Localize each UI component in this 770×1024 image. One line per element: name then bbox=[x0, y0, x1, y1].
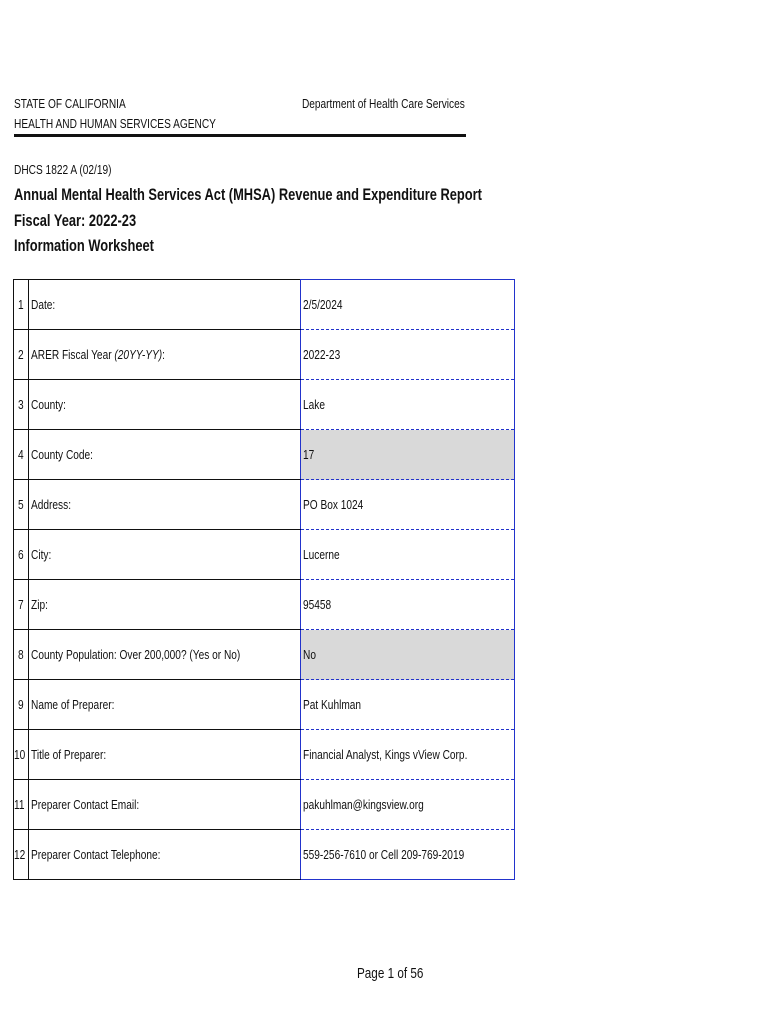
row-number: 8 bbox=[14, 630, 29, 680]
information-worksheet-table bbox=[13, 279, 515, 880]
table-row bbox=[14, 330, 515, 380]
zip-field[interactable]: 95458 bbox=[300, 580, 514, 630]
form-number: DHCS 1822 A (02/19) bbox=[14, 162, 112, 177]
preparer-name-field[interactable]: Pat Kuhlman bbox=[300, 680, 514, 730]
header-divider bbox=[14, 134, 466, 137]
row-number: 6 bbox=[14, 530, 29, 580]
format-hint: (20YY-YY) bbox=[114, 347, 163, 362]
row-label: Preparer Contact Email: bbox=[29, 780, 300, 830]
preparer-email-field[interactable]: pakuhlman@kingsview.org bbox=[300, 780, 514, 830]
fiscal-year-field[interactable]: 2022-23 bbox=[300, 330, 514, 380]
table-row bbox=[14, 530, 515, 580]
population-field: No bbox=[300, 630, 514, 680]
row-label: City: bbox=[29, 530, 300, 580]
table-row bbox=[14, 630, 515, 680]
table-row bbox=[14, 730, 515, 780]
department-header bbox=[165, 94, 465, 114]
table-row bbox=[14, 380, 515, 430]
row-label: County Code: bbox=[29, 430, 300, 480]
row-number: 1 bbox=[14, 280, 29, 330]
row-label: County: bbox=[29, 380, 300, 430]
department-name: Department of Health Care Services bbox=[302, 96, 465, 111]
county-code-field: 17 bbox=[300, 430, 514, 480]
table-row bbox=[14, 280, 515, 330]
table-row bbox=[14, 780, 515, 830]
row-label: Name of Preparer: bbox=[29, 680, 300, 730]
row-label: Address: bbox=[29, 480, 300, 530]
row-number: 12 bbox=[14, 830, 29, 880]
row-number: 5 bbox=[14, 480, 29, 530]
row-label: Date: bbox=[29, 280, 300, 330]
table-row bbox=[14, 830, 515, 880]
table-row bbox=[14, 480, 515, 530]
row-number: 4 bbox=[14, 430, 29, 480]
address-field[interactable]: PO Box 1024 bbox=[300, 480, 514, 530]
preparer-phone-field[interactable]: 559-256-7610 or Cell 209-769-2019 bbox=[300, 830, 514, 880]
table-row bbox=[14, 430, 515, 480]
row-label: Preparer Contact Telephone: bbox=[29, 830, 300, 880]
table-row bbox=[14, 580, 515, 630]
state-name: STATE OF CALIFORNIA bbox=[14, 96, 126, 111]
row-number: 7 bbox=[14, 580, 29, 630]
preparer-title-field[interactable]: Financial Analyst, Kings vView Corp. bbox=[300, 730, 514, 780]
row-label: County Population: Over 200,000? (Yes or No) bbox=[29, 630, 300, 680]
row-label: Zip: bbox=[29, 580, 300, 630]
title-line-3: Information Worksheet bbox=[14, 237, 154, 255]
county-field[interactable]: Lake bbox=[300, 380, 514, 430]
table-row bbox=[14, 680, 515, 730]
report-title bbox=[14, 183, 514, 260]
city-field[interactable]: Lucerne bbox=[300, 530, 514, 580]
row-label: Title of Preparer: bbox=[29, 730, 300, 780]
row-number: 10 bbox=[14, 730, 29, 780]
row-label: ARER Fiscal Year (20YY-YY): bbox=[29, 330, 300, 380]
form-id bbox=[14, 161, 314, 179]
date-field[interactable]: 2/5/2024 bbox=[300, 280, 514, 330]
row-number: 2 bbox=[14, 330, 29, 380]
row-number: 11 bbox=[14, 780, 29, 830]
title-line-2: Fiscal Year: 2022-23 bbox=[14, 211, 137, 230]
row-number: 9 bbox=[14, 680, 29, 730]
page-number: Page 1 of 56 bbox=[357, 965, 424, 982]
title-line-1: Annual Mental Health Services Act (MHSA) Revenue and Expenditure Report bbox=[14, 186, 482, 204]
row-number: 3 bbox=[14, 380, 29, 430]
agency-name: HEALTH AND HUMAN SERVICES AGENCY bbox=[14, 116, 216, 131]
